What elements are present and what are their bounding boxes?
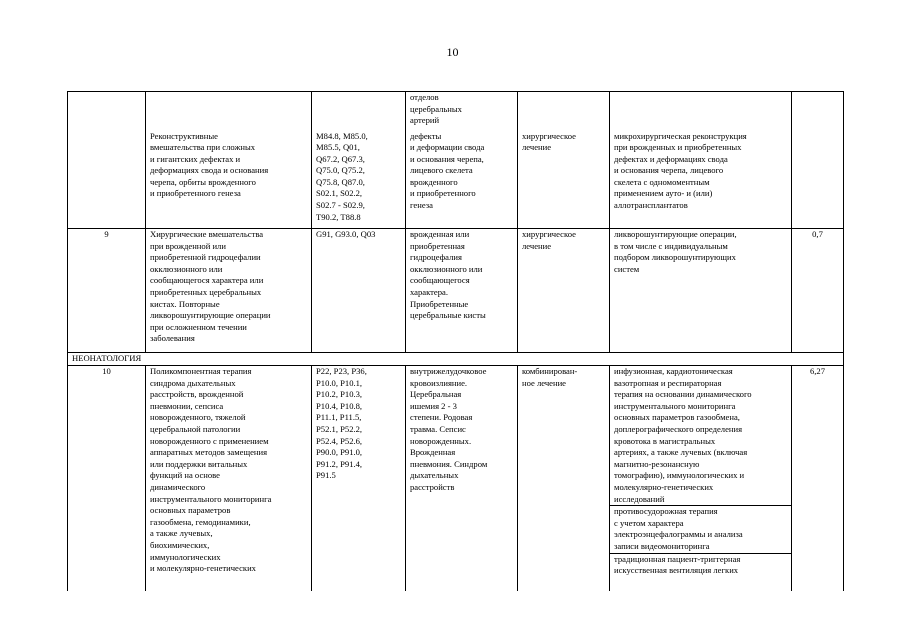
text-line: лечение [522,240,552,251]
cell-codes [312,131,406,229]
text-line: и основания черепа, [410,153,484,164]
text-line: дефекты [410,130,442,141]
method-block-2 [610,505,791,552]
cell-model [406,131,518,229]
text-line: подбором ликворошунтирующих [614,252,736,263]
cell-treatment [518,131,610,229]
text-line: молекулярно-генетических [614,481,714,492]
text-line: приобретенной гидроцефалии [150,252,261,263]
page-number: 10 [446,45,459,59]
text-line: сообщающегося характера или [150,275,264,286]
text-line: новорожденного с применением [150,435,269,446]
text-line: Q75.8, Q87.0, [316,176,365,187]
text-line: P10.4, P10.8, [316,400,363,411]
text-line: Q75.0, Q75.2, [316,165,365,176]
cell-method [610,229,792,353]
text-line: окклюзионного или [150,263,223,274]
text-line: P52.4, P52.6, [316,435,363,446]
text-line: в том числе с индивидуальным [614,240,728,251]
text-line: деформациях свода и основания [150,165,269,176]
text-line: записи видеомониторинга [614,540,710,551]
text-line: инструментального мониторинга [150,493,272,504]
text-line: P11.1, P11.5, [316,412,362,423]
text-line: M84.8, M85.0, [316,130,368,141]
text-line: церебральных [410,103,462,114]
text-line: дефектах и деформациях свода [614,153,728,164]
cell-name [146,229,312,353]
text-line: искусственная вентиляция легких [614,565,739,576]
text-line: ликворошунтирующие операции, [614,229,737,239]
text-line: врожденного [410,176,458,187]
text-line: ликворошунтирующие операции [150,310,271,321]
cell-num: 10 [68,366,146,591]
text-line: и приобретенного [410,188,476,199]
text-line: систем [614,263,640,274]
text-line: Q67.2, Q67.3, [316,153,365,164]
cell-cost [792,131,844,229]
text-line: церебральные кисты [410,310,486,321]
text-line: церебральной патологии [150,423,241,434]
text-line: магнитно-резонансную [614,458,700,469]
text-line: Врожденная [410,447,456,458]
text-line: аллотрансплантатов [614,200,688,211]
text-line: исследований [614,493,665,504]
cell-codes [312,229,406,353]
text-line: и приобретенного генеза [150,188,241,199]
cell-model [406,229,518,353]
text-line: доплерографического определения [614,423,743,434]
text-line: скелета с одномоментным [614,176,710,187]
cell-treatment [518,229,610,353]
text-line: дыхательных [410,470,459,481]
text-line: терапия на основании динамического [614,389,752,400]
text-line: новорожденного, тяжелой [150,412,246,423]
cell-codes [312,366,406,591]
text-line: P52.1, P52.2, [316,423,363,434]
text-line: функций на основе [150,470,220,481]
text-line: врожденная или [410,229,470,239]
cell-name [146,366,312,591]
text-line: кровоизлияние. [410,377,468,388]
text-line: при врожденной или [150,240,226,251]
text-line: при осложненном течении [150,321,247,332]
cell-model [406,366,518,591]
text-line: приобретенная [410,240,465,251]
text-line: приобретенных церебральных [150,286,262,297]
cell-model [406,92,518,131]
text-line: P91.2, P91.4, [316,458,363,469]
cell-method [610,131,792,229]
cell-name [146,92,312,131]
table-row-continuation [68,92,844,131]
text-line: синдрома дыхательных [150,377,236,388]
cell-cost [792,92,844,131]
text-line: черепа, орбиты врожденного [150,176,256,187]
text-line: P10.2, P10.3, [316,389,363,400]
cell-num [68,92,146,131]
text-line: Приобретенные [410,298,469,309]
text-line: лицевого скелета [410,165,473,176]
text-line: ишемия 2 - 3 [410,400,457,411]
text-line: расстройств, врожденной [150,389,244,400]
text-line: P10.0, P10.1, [316,377,363,388]
text-line: характера. [410,286,449,297]
cell-cost: 6,27 [792,366,844,591]
text-line: инфузионная, кардиотоническая [614,366,733,376]
text-line: основных параметров газообмена, [614,412,740,423]
text-line: комбинирован- [522,366,578,376]
text-line: отделов [410,92,439,102]
method-block-3 [610,553,791,577]
method-block-1 [614,366,787,505]
section-title: НЕОНАТОЛОГИЯ [68,353,844,366]
text-line: вмешательства при сложных [150,142,256,153]
text-line: а также лучевых, [150,528,213,539]
text-line: динамического [150,481,206,492]
text-line: степени. Родовая [410,412,473,423]
text-line: кровотока в магистральных [614,435,716,446]
cell-num: 9 [68,229,146,353]
text-line: артериях, а также лучевых (включая [614,447,748,458]
text-line: G91, G93.0, Q03 [316,229,376,239]
text-line: S02.7 - S02.9, [316,200,365,211]
text-line: хирургическое [522,229,576,239]
text-line: гидроцефалия [410,252,462,263]
text-line: пневмония. Синдром [410,458,488,469]
text-line: и деформации свода [410,142,485,153]
text-line: Поликомпонентная терапия [150,366,252,376]
text-line: ное лечение [522,377,567,388]
text-line: заболевания [150,333,195,344]
text-line: традиционная пациент-триггерная [614,553,741,564]
text-line: сообщающегося [410,275,470,286]
text-line: аппаратных методов замещения [150,447,268,458]
text-line: расстройств [410,481,455,492]
text-line: внутрижелудочковое [410,366,487,376]
text-line: лечение [522,142,552,153]
text-line: газообмена, гемодинамики, [150,516,251,527]
text-line: Церебральная [410,389,462,400]
text-line: окклюзионного или [410,263,483,274]
text-line: кистах. Повторные [150,298,220,309]
text-line: Реконструктивные [150,130,218,141]
text-line: и молекулярно-генетических [150,563,256,574]
text-line: с учетом характера [614,517,684,528]
text-line: хирургическое [522,130,576,141]
text-line: P91.5 [316,470,336,481]
text-line: P22, P23, P36, [316,366,367,376]
text-line: S02.1, S02.2, [316,188,363,199]
text-line: применением ауто- и (или) [614,188,713,199]
text-line: артерий [410,115,440,126]
section-header-row [68,353,844,366]
text-line: Хирургические вмешательства [150,229,264,239]
cell-num [68,131,146,229]
text-line: новорожденных. [410,435,472,446]
table-row-10 [68,366,844,591]
text-line: томографию), иммунологических и [614,470,745,481]
cell-cost: 0,7 [792,229,844,353]
text-line: противосудорожная терапия [614,506,718,517]
text-line: основных параметров [150,505,231,516]
text-line: генеза [410,200,433,211]
cell-name [146,131,312,229]
text-line: микрохирургическая реконструкция [614,130,747,141]
vmp-table [67,91,844,591]
cell-treatment [518,92,610,131]
text-line: инструментального мониторинга [614,400,736,411]
cell-method [610,366,792,591]
text-line: иммунологических [150,551,221,562]
text-line: T90.2, T88.8 [316,211,361,222]
text-line: вазотропная и респираторная [614,377,722,388]
text-line: травма. Сепсис [410,423,466,434]
text-line: или поддержки витальных [150,458,248,469]
text-line: биохимических, [150,539,210,550]
text-line: и гигантских дефектах и [150,153,241,164]
cell-codes [312,92,406,131]
cell-treatment [518,366,610,591]
text-line: и основания черепа, лицевого [614,165,724,176]
cell-method [610,92,792,131]
text-line: пневмонии, сепсиса [150,400,224,411]
table-row-9 [68,229,844,353]
text-line: при врожденных и приобретенных [614,142,742,153]
text-line: P90.0, P91.0, [316,447,363,458]
table-row-reconstructive [68,131,844,229]
text-line: M85.5, Q01, [316,142,360,153]
text-line: электроэнцефалограммы и анализа [614,529,743,540]
